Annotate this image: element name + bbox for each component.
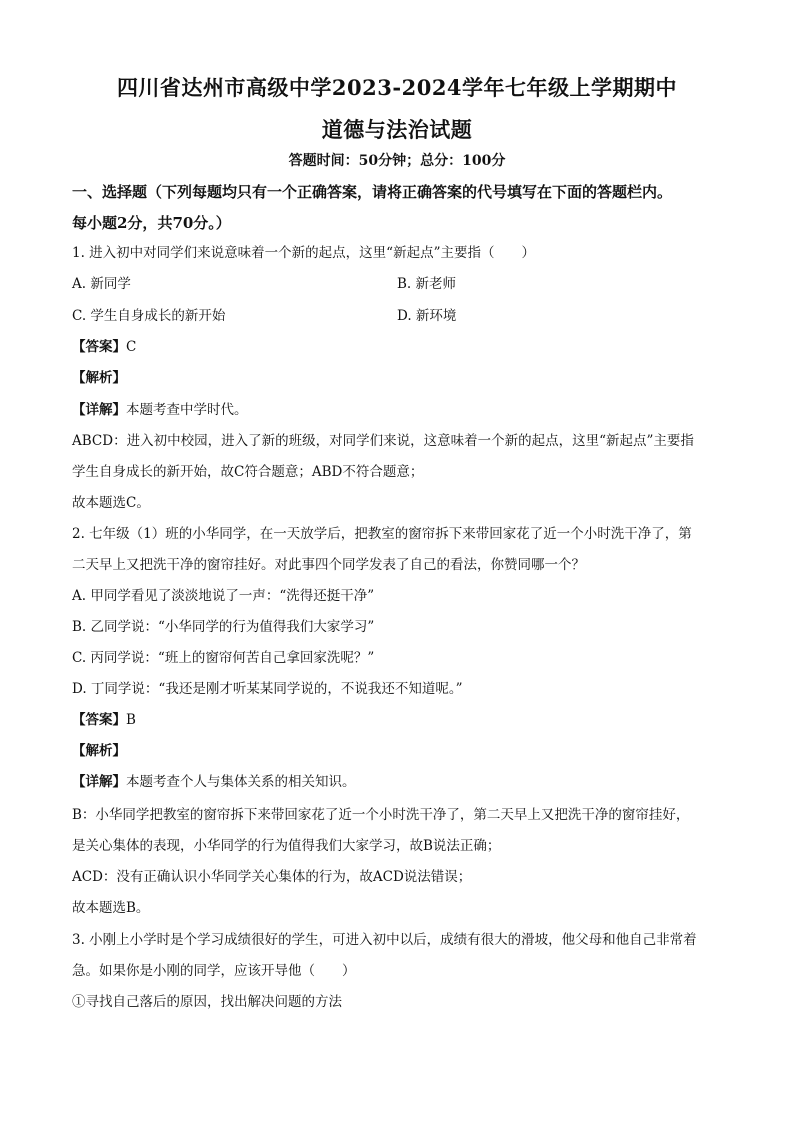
question-1-explanation: ABCD：进入初中校园，进入了新的班级，对同学们来说，这意味着一个新的起点，这里“新起点”主要指 <box>72 433 694 449</box>
detail-tag: 【详解】 <box>72 402 126 418</box>
question-3-stem: 3. 小刚上小学时是个学习成绩很好的学生，可进入初中以后，成绩有很大的滑坡，他父母和他自己非常着 <box>72 932 697 948</box>
question-1-detail <box>72 400 732 420</box>
question-1-stem: 1. 进入初中对同学们来说意味着一个新的起点，这里“新起点”主要指（ ） <box>72 245 535 261</box>
question-2-analysis-tag: 【解析】 <box>72 743 126 759</box>
question-2-answer <box>72 710 732 730</box>
question-1-option-b: B. 新老师 <box>397 276 457 292</box>
question-2-explanation-cont-2: ACD：没有正确认识小华同学关心集体的行为，故ACD说法错误； <box>72 869 472 885</box>
answer-value: C <box>126 339 137 355</box>
question-2-option-c: C. 丙同学说：“班上的窗帘何苦自己拿回家洗呢？” <box>72 650 375 666</box>
section-header-cont: 每小题2分，共70分。） <box>72 214 231 232</box>
question-2-conclusion: 故本题选B。 <box>72 900 150 916</box>
document-title: 四川省达州市高级中学2023-2024学年七年级上学期期中 <box>116 75 678 100</box>
section-header: 一、选择题（下列每题均只有一个正确答案，请将正确答案的代号填写在下面的答题栏内。 <box>72 183 673 201</box>
question-2-explanation: B：小华同学把教室的窗帘拆下来带回家花了近一个小时洗干净了，第二天早上又把洗干净的窗帘挂好， <box>72 807 690 823</box>
answer-tag: 【答案】 <box>72 339 126 355</box>
question-1-option-d: D. 新环境 <box>397 308 457 324</box>
question-1-analysis-tag: 【解析】 <box>72 370 126 386</box>
question-1-answer <box>72 337 732 357</box>
question-2-option-d: D. 丁同学说：“我还是刚才听某某同学说的，不说我还不知道呢。” <box>72 681 463 697</box>
question-3-stem-cont: 急。如果你是小刚的同学，应该开导他（ ） <box>72 963 356 979</box>
detail-text: 本题考查中学时代。 <box>126 402 248 418</box>
answer-tag: 【答案】 <box>72 712 126 728</box>
question-2-explanation-cont: 是关心集体的表现，小华同学的行为值得我们大家学习，故B说法正确； <box>72 838 501 854</box>
question-1-option-a: A. 新同学 <box>72 276 131 292</box>
question-2-option-a: A. 甲同学看见了淡淡地说了一声：“洗得还挺干净” <box>72 588 375 604</box>
question-1-explanation-cont: 学生自身成长的新开始，故C符合题意；ABD不符合题意； <box>72 464 424 480</box>
detail-text: 本题考查个人与集体关系的相关知识。 <box>126 774 356 790</box>
answer-value: B <box>126 712 136 728</box>
question-3-item-1: ①寻找自己落后的原因，找出解决问题的方法 <box>72 994 342 1010</box>
question-2-detail <box>72 772 732 792</box>
question-1-option-c: C. 学生自身成长的新开始 <box>72 308 226 324</box>
document-subject-title: 道德与法治试题 <box>321 117 473 142</box>
question-1-conclusion: 故本题选C。 <box>72 495 150 511</box>
question-2-stem: 2. 七年级（1）班的小华同学，在一天放学后，把教室的窗帘拆下来带回家花了近一个小时洗干净了，第 <box>72 526 692 542</box>
detail-tag: 【详解】 <box>72 774 126 790</box>
question-2-stem-cont: 二天早上又把洗干净的窗帘挂好。对此事四个同学发表了自己的看法，你赞同哪一个？ <box>72 557 585 573</box>
exam-info: 答题时间：50分钟；总分：100分 <box>288 153 506 169</box>
question-2-option-b: B. 乙同学说：“小华同学的行为值得我们大家学习” <box>72 619 375 635</box>
